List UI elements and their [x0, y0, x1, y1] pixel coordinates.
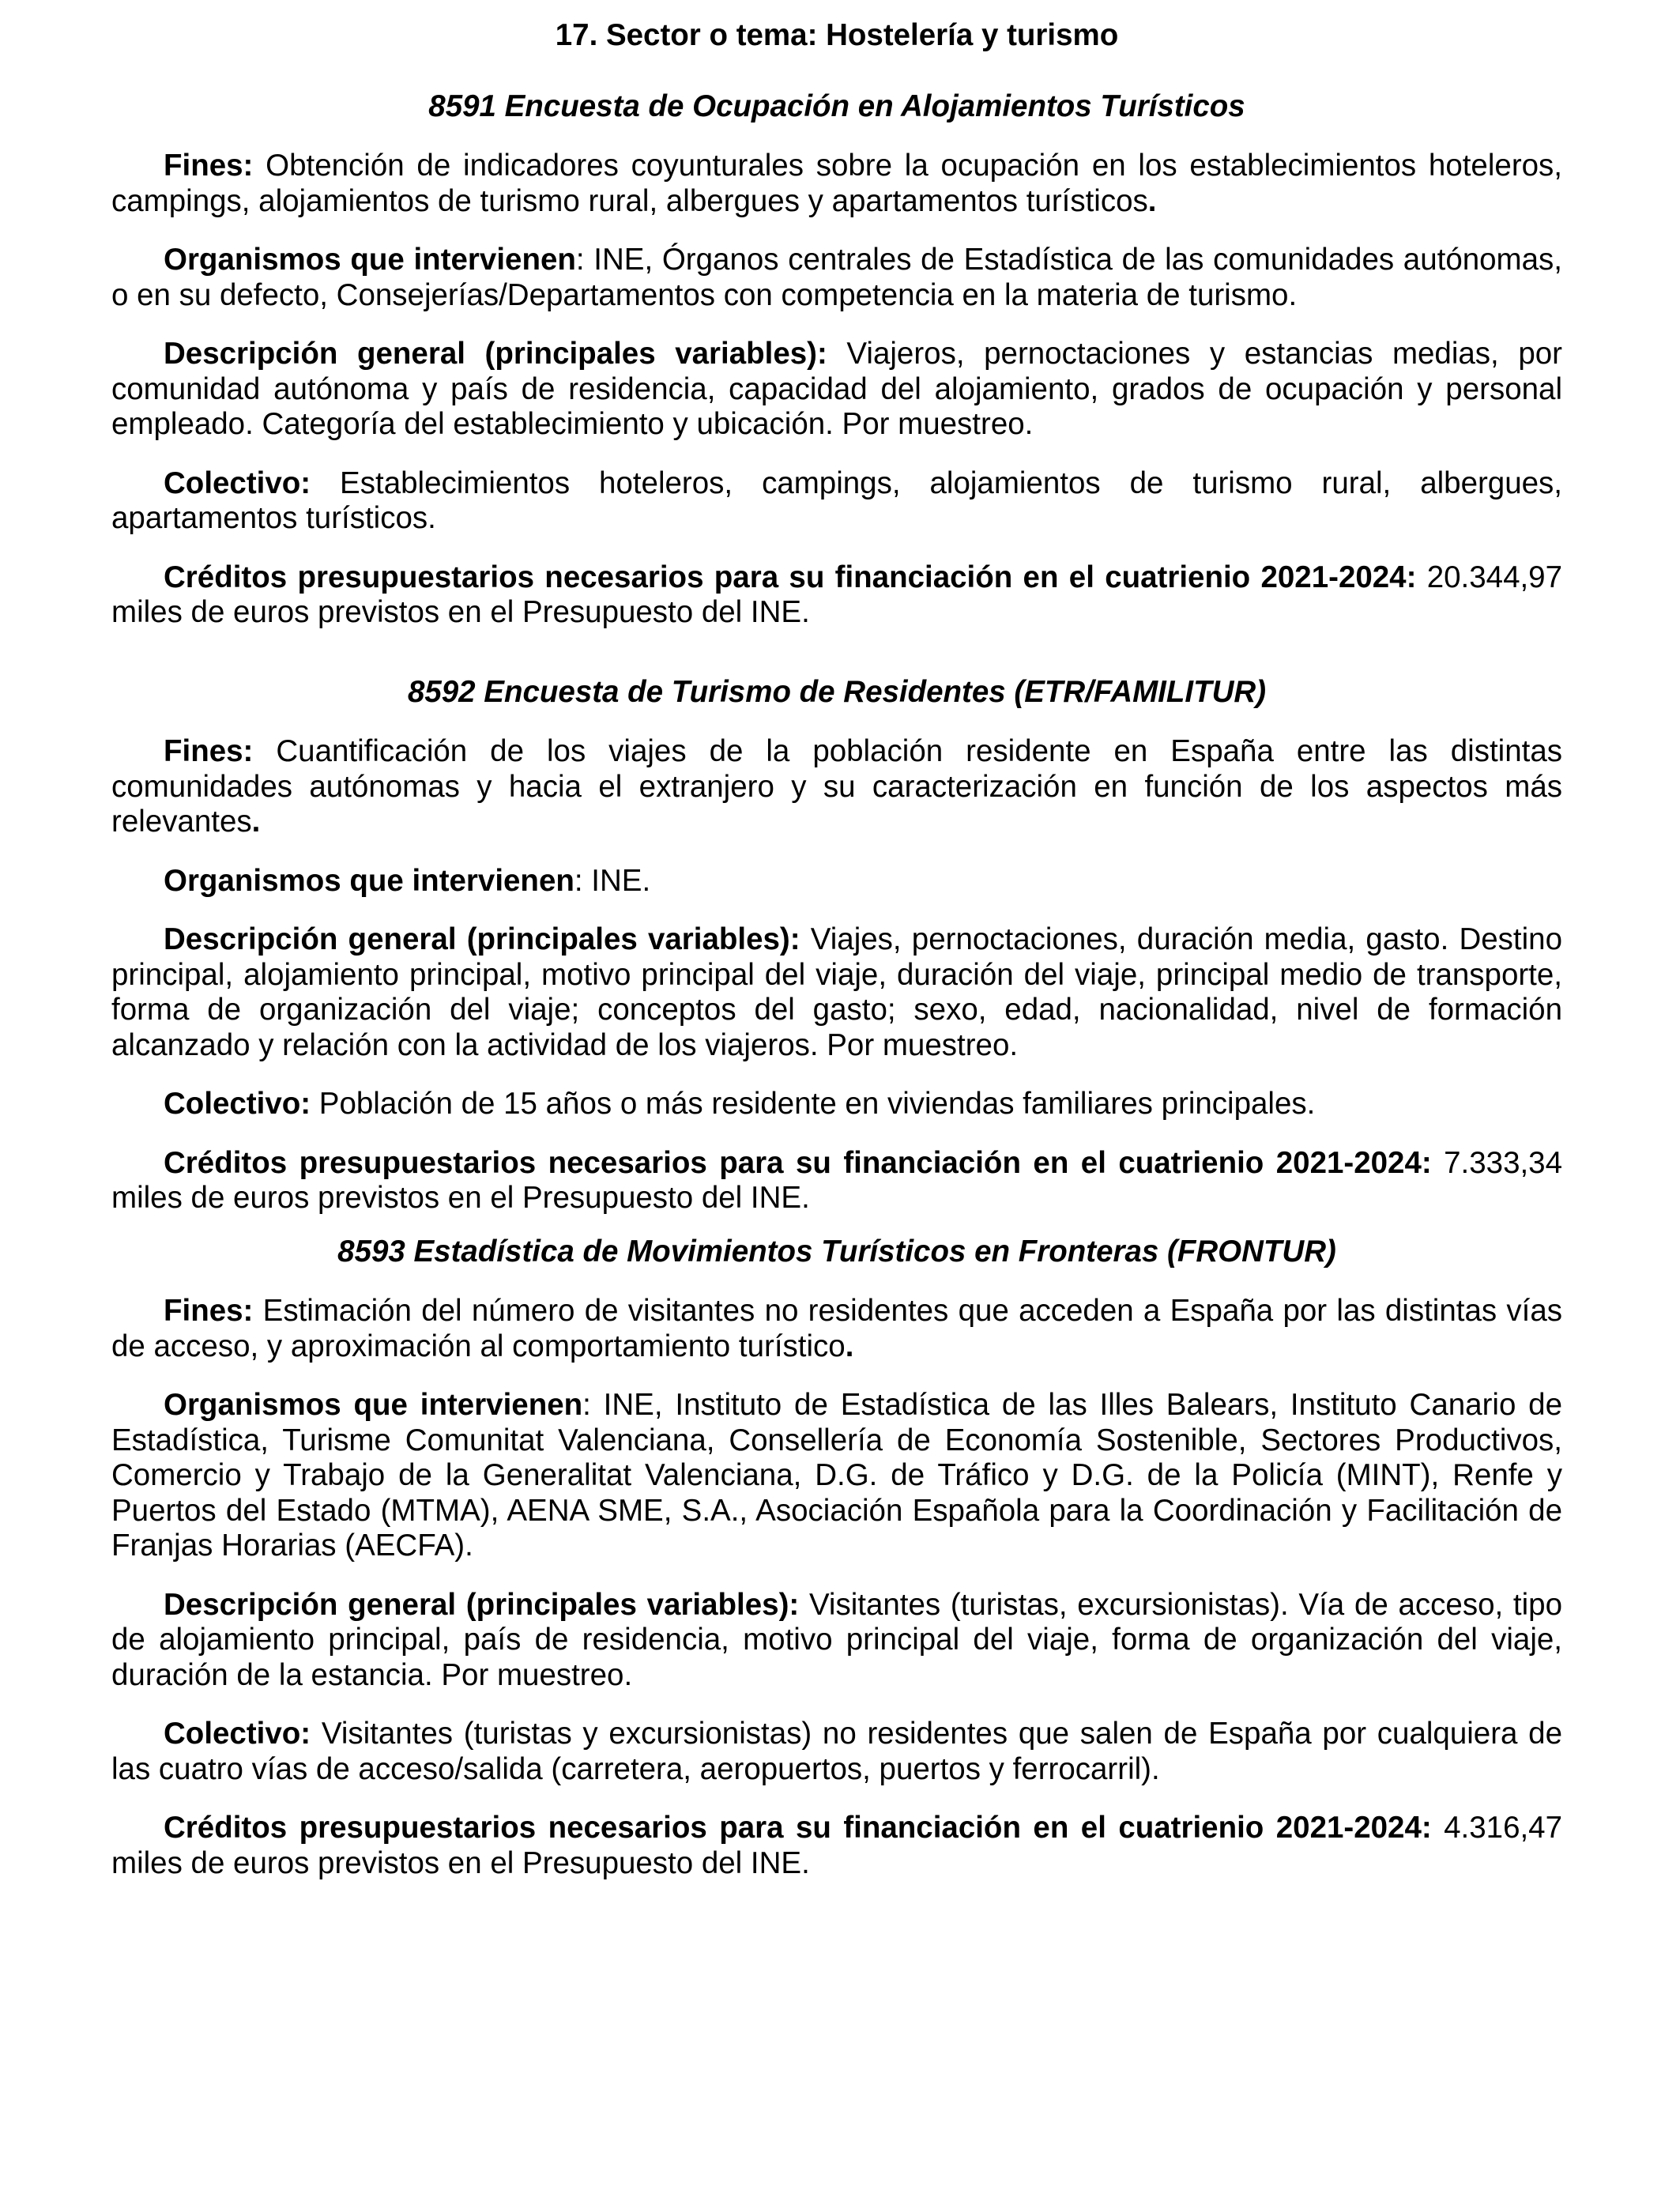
descripcion-text: Viajeros, pernoctaciones y estancias medias, por comunidad autónoma y país de residencia, capacidad del alojamiento, grados de ocupación y personal empleado. Categoría del establecimiento y ubicación. Por muestreo. — [111, 337, 1562, 441]
organismos-label: Organismos que intervienen — [164, 243, 576, 277]
descripcion-label: Descripción general (principales variables): — [164, 337, 827, 371]
creditos-text: 20.344,97 miles de euros previstos en el Presupuesto del INE. — [111, 560, 1562, 629]
creditos-label: Créditos presupuestarios necesarios para su financiación en el cuatrienio 2021-2024: — [164, 1145, 1432, 1180]
fines-text: Cuantificación de los viajes de la población residente en España entre las distintas comunidades autónomas y hacia el extranjero y su caracterización en función de los aspectos más relevantes — [111, 734, 1562, 839]
descripcion-paragraph — [111, 337, 1562, 443]
creditos-label: Créditos presupuestarios necesarios para su financiación en el cuatrienio 2021-2024: — [164, 560, 1417, 594]
sector-title: 17. Sector o tema: Hostelería y turismo — [555, 18, 1119, 52]
creditos-paragraph — [111, 1811, 1562, 1881]
section-title: 8591 Encuesta de Ocupación en Alojamientos Turísticos — [428, 89, 1245, 123]
fines-label: Fines: — [164, 734, 254, 768]
colectivo-label: Colectivo: — [164, 466, 311, 500]
fines-label: Fines: — [164, 149, 254, 183]
fines-paragraph — [111, 734, 1562, 840]
fines-paragraph — [111, 149, 1562, 219]
fines-text: Obtención de indicadores coyunturales sobre la ocupación en los establecimientos hoteleros, campings, alojamientos de turismo rural, albergues y apartamentos turísticos — [111, 149, 1562, 218]
creditos-text: 4.316,47 miles de euros previstos en el Presupuesto del INE. — [111, 1811, 1563, 1880]
section-8592 — [111, 674, 1562, 1240]
section-8593 — [111, 1234, 1562, 1905]
colectivo-paragraph — [111, 1087, 1562, 1122]
creditos-paragraph — [111, 1146, 1562, 1216]
organismos-text: : INE, Órganos centrales de Estadística de las comunidades autónomas, o en su defecto, Consejerías/Departamentos con competencia en la materia de turismo. — [111, 243, 1562, 312]
colectivo-label: Colectivo: — [164, 1087, 311, 1121]
organismos-paragraph — [111, 243, 1562, 313]
descripcion-label: Descripción general (principales variables): — [164, 1587, 800, 1622]
organismos-label: Organismos que intervienen — [164, 863, 574, 898]
descripcion-text: Visitantes (turistas, excursionistas). Vía de acceso, tipo de alojamiento principal, país de residencia, motivo principal del viaje, forma de organización del viaje, duración de la estancia. Por muestreo. — [111, 1587, 1562, 1692]
fines-end: . — [845, 1329, 854, 1363]
colectivo-text: Visitantes (turistas y excursionistas) no residentes que salen de España por cualquiera de las cuatro vías de acceso/salida (carretera, aeropuertos, puertos y ferrocarril). — [111, 1717, 1562, 1786]
fines-end: . — [251, 805, 261, 839]
colectivo-text: Establecimientos hoteleros, campings, alojamientos de turismo rural, albergues, apartamentos turísticos. — [111, 466, 1562, 535]
organismos-paragraph — [111, 1388, 1562, 1564]
organismos-label: Organismos que intervienen — [164, 1388, 583, 1422]
colectivo-text: Población de 15 años o más residente en viviendas familiares principales. — [311, 1087, 1316, 1121]
fines-text: Estimación del número de visitantes no residentes que acceden a España por las distintas vías de acceso, y aproximación al comportamiento turístico — [111, 1294, 1562, 1363]
fines-label: Fines: — [164, 1294, 254, 1328]
descripcion-label: Descripción general (principales variables): — [164, 922, 800, 956]
descripcion-paragraph — [111, 1588, 1562, 1694]
organismos-text: : INE. — [574, 863, 651, 898]
section-title: 8593 Estadística de Movimientos Turísticos en Fronteras (FRONTUR) — [337, 1235, 1336, 1269]
creditos-paragraph — [111, 560, 1562, 631]
colectivo-paragraph — [111, 466, 1562, 537]
fines-end: . — [1147, 183, 1157, 218]
colectivo-label: Colectivo: — [164, 1717, 311, 1751]
section-title: 8592 Encuesta de Turismo de Residentes (ETR/FAMILITUR) — [407, 675, 1267, 709]
section-8591 — [111, 89, 1562, 654]
organismos-text: : INE, Instituto de Estadística de las Illes Balears, Instituto Canario de Estadística, Turisme Comunitat Valenciana, Consellería de Economía Sostenible, Sectores Productivos, Comercio y Trabajo de la Generalitat Valenciana, D.G. de Tráfico y D.G. de la Policía (MINT), Renfe y Puertos del Estado (MTMA), AENA SME, S.A., Asociación Española para la Coordinación y Facilitación de Franjas Horarias (AECFA). — [111, 1388, 1563, 1563]
descripcion-text: Viajes, pernoctaciones, duración media, gasto. Destino principal, alojamiento principal, motivo principal del viaje, duración del viaje, principal medio de transporte, forma de organización del viaje; conceptos del gasto; sexo, edad, nacionalidad, nivel de formación alcanzado y relación con la actividad de los viajeros. Por muestreo. — [111, 922, 1563, 1062]
colectivo-paragraph — [111, 1717, 1562, 1787]
fines-paragraph — [111, 1294, 1562, 1364]
organismos-paragraph — [111, 864, 1562, 899]
creditos-text: 7.333,34 miles de euros previstos en el Presupuesto del INE. — [111, 1145, 1563, 1215]
creditos-label: Créditos presupuestarios necesarios para su financiación en el cuatrienio 2021-2024: — [164, 1811, 1432, 1845]
descripcion-paragraph — [111, 922, 1562, 1063]
